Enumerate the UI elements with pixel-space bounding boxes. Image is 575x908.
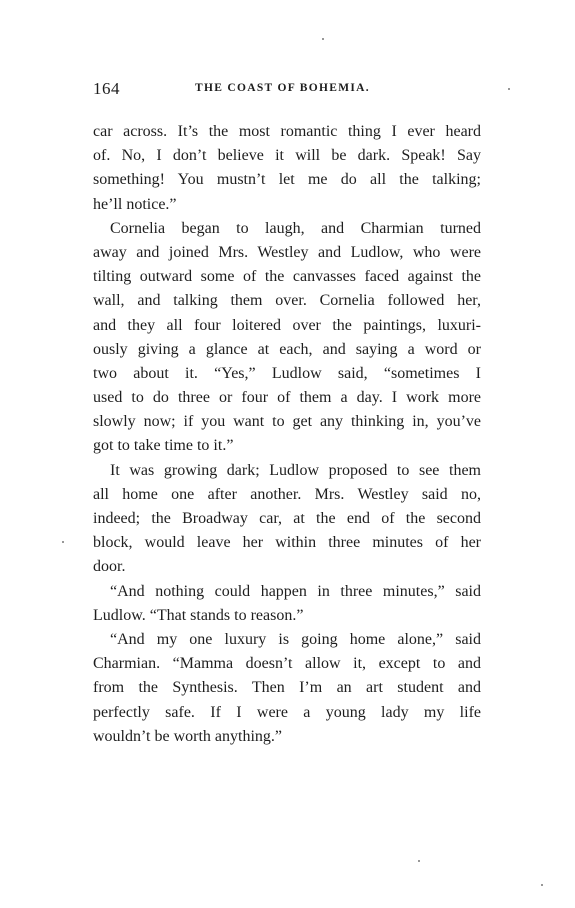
running-head: THE COAST OF BOHEMIA.: [195, 82, 370, 94]
text-line: perfectly safe. If I were a young lady my life: [93, 703, 481, 721]
text-line: “And my one luxury is going home alone,” said: [110, 630, 481, 648]
print-speck: [62, 541, 64, 543]
page-number: 164: [93, 79, 120, 98]
print-speck: [541, 884, 543, 886]
text-line: Cornelia began to laugh, and Charmian turned: [110, 219, 481, 237]
text-line: and they all four loitered over the paintings, luxuri-: [93, 316, 481, 334]
text-line: from the Synthesis. Then I’m an art student and: [93, 679, 481, 697]
text-line: wouldn’t be worth anything.”: [93, 727, 283, 745]
text-line: got to take time to it.”: [93, 437, 234, 455]
text-line: something! You mustn’t let me do all the talking;: [93, 171, 481, 189]
page-header: [93, 79, 481, 99]
text-line: used to do three or four of them a day. I work more: [93, 389, 481, 407]
print-speck: [508, 88, 510, 90]
text-line: of. No, I don’t believe it will be dark. Speak! Say: [93, 147, 481, 165]
text-line: two about it. “Yes,” Ludlow said, “sometimes I: [93, 364, 481, 382]
text-line: car across. It’s the most romantic thing I ever heard: [93, 123, 481, 140]
text-line: It was growing dark; Ludlow proposed to see them: [110, 461, 481, 479]
text-line: slowly now; if you want to get any thinking in, you’ve: [93, 413, 481, 431]
text-line: door.: [93, 558, 126, 576]
text-line: away and joined Mrs. Westley and Ludlow, who were: [93, 243, 481, 261]
text-line: he’ll notice.”: [93, 195, 177, 213]
text-line: all home one after another. Mrs. Westley said no,: [93, 485, 481, 503]
text-line: wall, and talking them over. Cornelia followed her,: [93, 292, 481, 310]
text-line: “And nothing could happen in three minutes,” said: [110, 582, 481, 600]
text-line: tilting outward some of the canvasses faced against the: [93, 268, 481, 286]
text-line: Charmian. “Mamma doesn’t allow it, except to and: [93, 655, 481, 673]
body-text: [93, 120, 481, 749]
print-speck: [418, 860, 420, 862]
text-line: ously giving a glance at each, and saying a word or: [93, 340, 481, 358]
text-line: Ludlow. “That stands to reason.”: [93, 606, 304, 624]
text-line: indeed; the Broadway car, at the end of the second: [93, 510, 481, 527]
text-line: block, would leave her within three minutes of her: [93, 534, 481, 552]
print-speck: [322, 38, 324, 40]
